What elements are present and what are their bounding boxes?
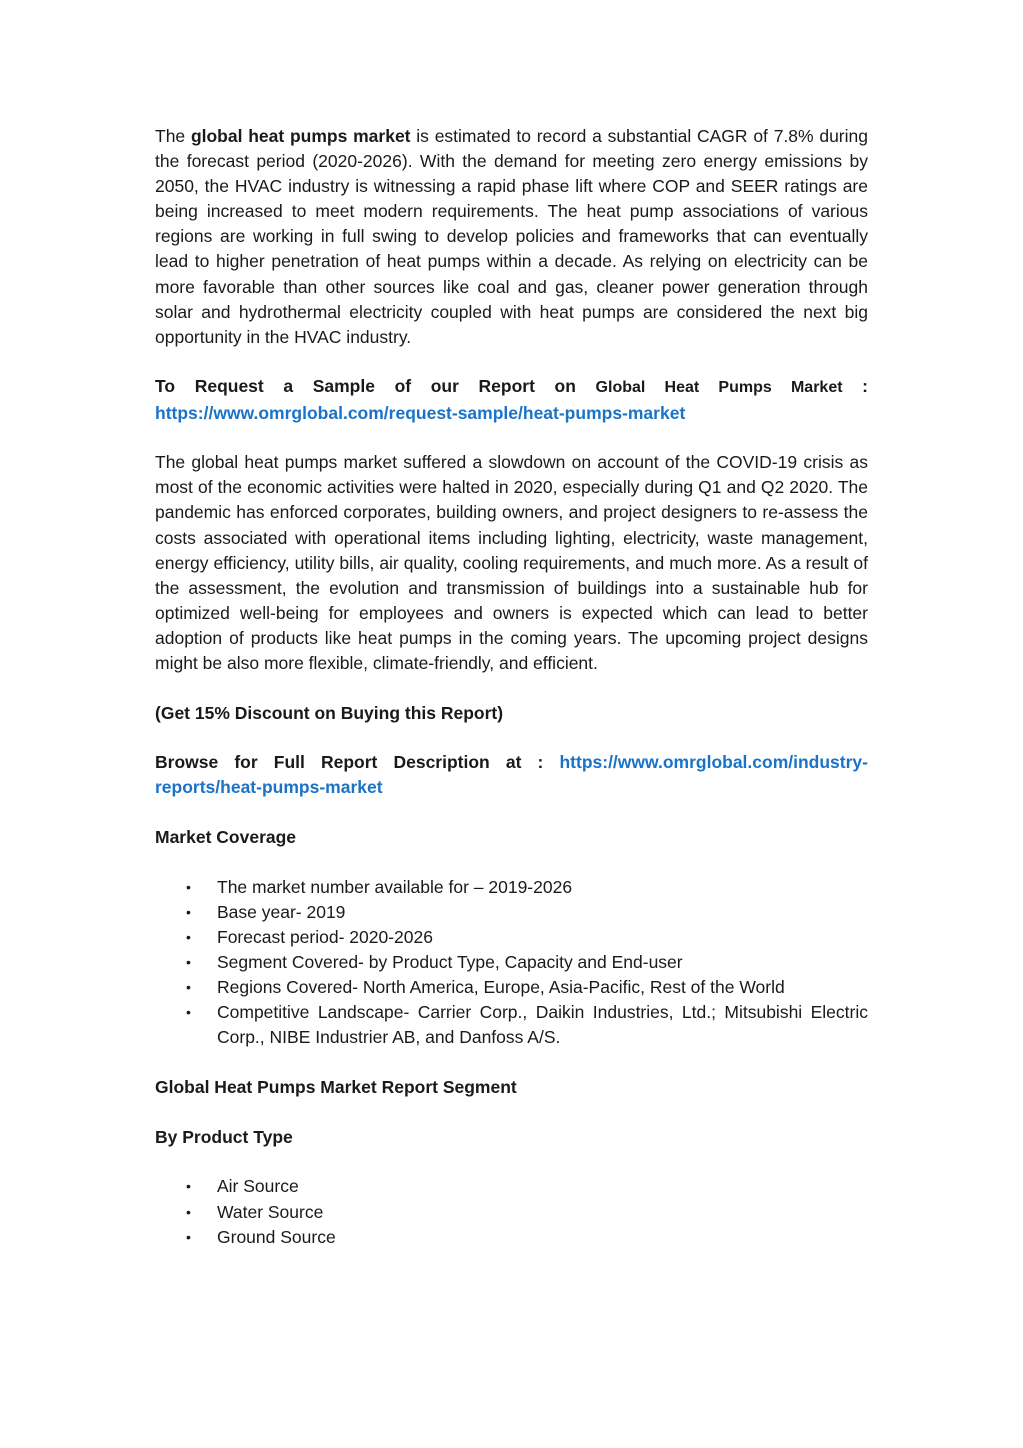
document-page	[155, 124, 868, 1274]
list-item: • Base year- 2019	[217, 900, 868, 925]
list-item: • Competitive Landscape- Carrier Corp., Daikin Industries, Ltd.; Mitsubishi Electric Corp., NIBE Industrier AB, and Danfoss A/S.	[217, 1000, 868, 1050]
discount-text: (Get 15% Discount on Buying this Report)	[155, 702, 504, 723]
browse-link[interactable]: https://www.omrglobal.com/industry-reports/heat-pumps-market	[155, 752, 868, 798]
intro-lead: The	[155, 126, 191, 146]
sample-request-label: To Request a Sample of our Report on	[155, 376, 596, 397]
intro-body: is estimated to record a substantial CAGR of 7.8% during the forecast period (2020-2026). With the demand for meeting zero energy emissions by 2050, the HVAC industry is witnessing a rapid phase lift where COP and SEER ratings are being increased to meet modern requirements. The heat pump associations of various regions are working in full swing to develop policies and frameworks that can eventually lead to higher penetration of heat pumps within a decade. As relying on electricity can be more favorable than other sources like coal and gas, cleaner power generation through solar and hydrothermal electricity coupled with heat pumps are considered the next big opportunity in the HVAC industry.	[155, 126, 868, 347]
sample-request-report-name: Global Heat Pumps Market	[595, 379, 843, 397]
segment-heading: Global Heat Pumps Market Report Segment	[155, 1077, 517, 1098]
list-item: • Forecast period- 2020-2026	[217, 925, 868, 950]
sample-request-link[interactable]: https://www.omrglobal.com/request-sample/heat-pumps-market	[155, 402, 686, 423]
list-item: • Water Source	[217, 1200, 868, 1225]
product-type-list	[155, 1174, 868, 1249]
browse-paragraph	[155, 750, 868, 800]
product-type-heading: By Product Type	[155, 1126, 293, 1147]
market-coverage-heading: Market Coverage	[155, 827, 297, 848]
market-coverage-list	[155, 875, 868, 1051]
intro-paragraph	[155, 124, 868, 350]
list-item: • The market number available for – 2019-2026	[217, 875, 868, 900]
browse-label: Browse for Full Report Description at :	[155, 752, 560, 773]
intro-bold-term: global heat pumps market	[190, 126, 411, 146]
list-item: • Air Source	[217, 1174, 868, 1199]
list-item: • Regions Covered- North America, Europe, Asia-Pacific, Rest of the World	[217, 975, 868, 1000]
covid-paragraph: The global heat pumps market suffered a slowdown on account of the COVID-19 crisis as most of the economic activities were halted in 2020, especially during Q1 and Q2 2020. The pandemic has enforced corporates, building owners, and project designers to re-assess the costs associated with operational items including lighting, electricity, waste management, energy efficiency, utility bills, air quality, cooling requirements, and much more. As a result of the assessment, the evolution and transmission of buildings into a sustainable hub for optimized well-being for employees and owners is expected which can lead to better adoption of products like heat pumps in the coming years. The upcoming project designs might be also more flexible, climate-friendly, and efficient.	[155, 452, 868, 673]
sample-request-paragraph	[155, 374, 868, 425]
sample-request-colon: :	[842, 376, 868, 397]
sample-request-line	[155, 374, 868, 400]
list-item: • Ground Source	[217, 1225, 868, 1250]
list-item: • Segment Covered- by Product Type, Capacity and End-user	[217, 950, 868, 975]
